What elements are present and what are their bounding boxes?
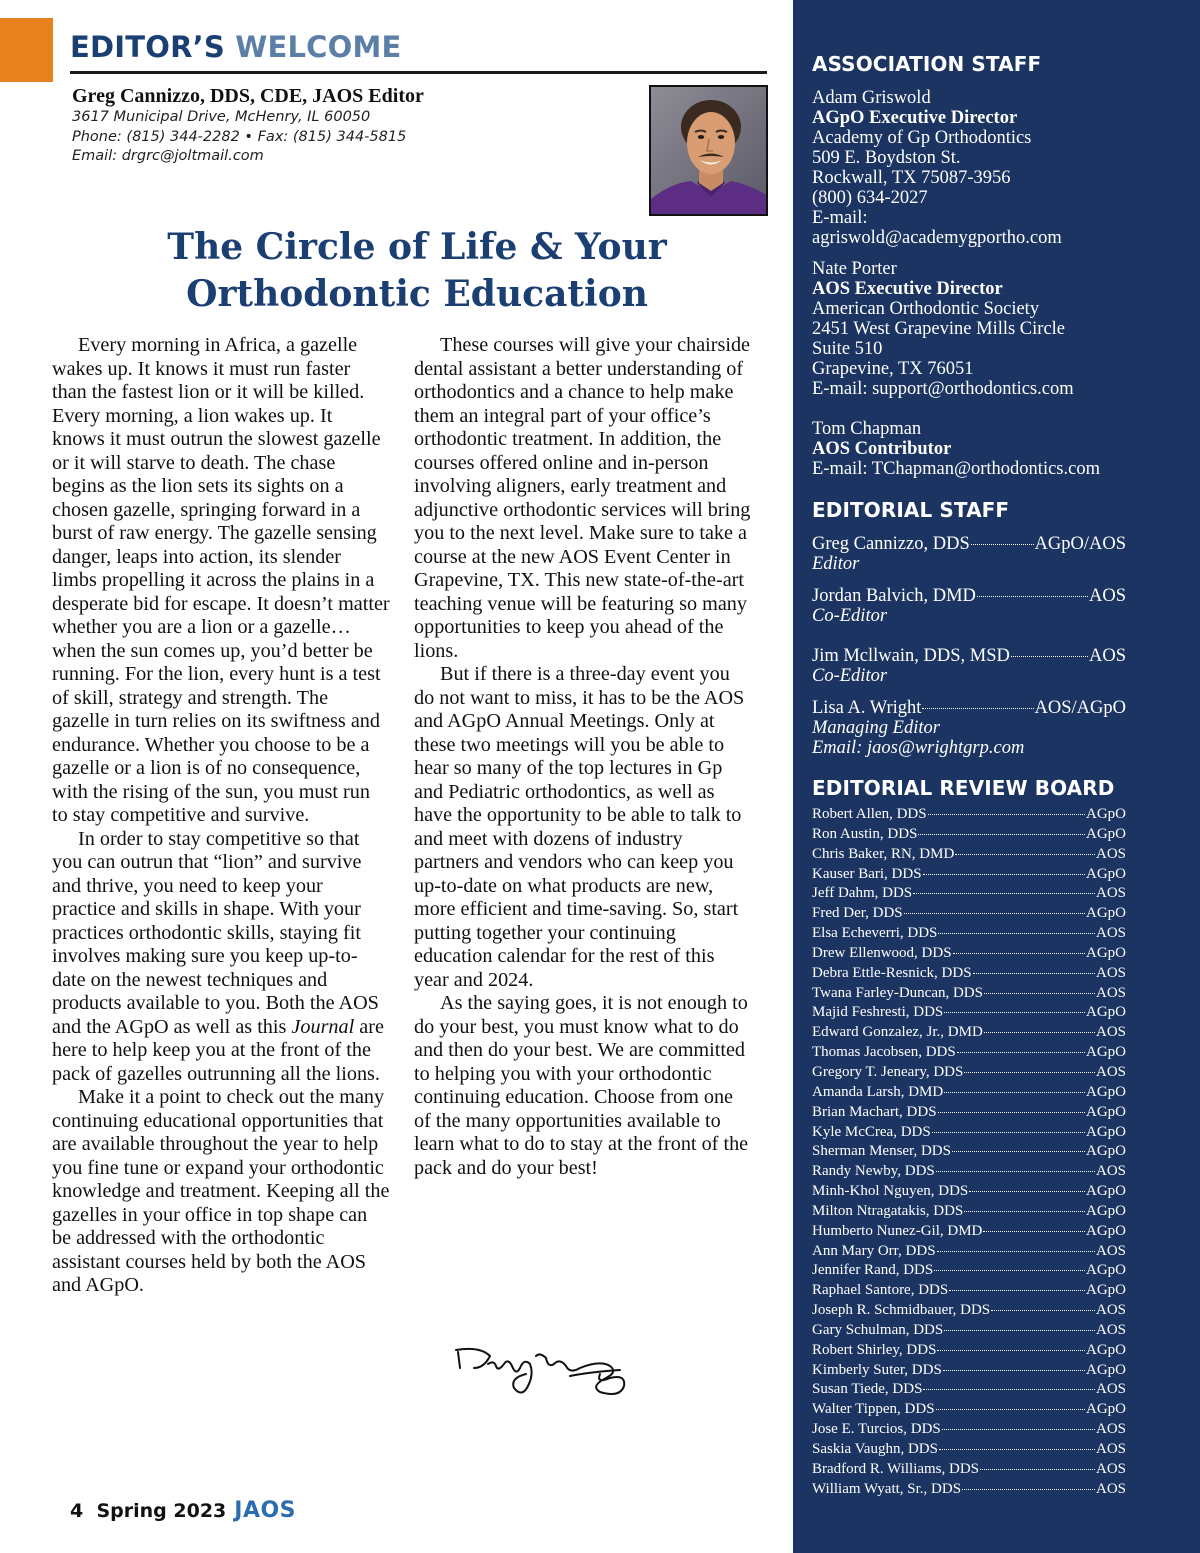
dot-leader [942,1429,1095,1430]
review-board-list [812,805,1126,1500]
dot-leader [944,1092,1085,1093]
member-organization: AGpO [1086,1202,1126,1219]
review-board-member [812,825,1126,845]
dot-leader [918,834,1085,835]
member-organization: AOS [1095,1480,1126,1497]
editorial-entry: Lisa A. Wright AOS/AGpO Managing Editor Email: jaos@wrightgrp.com [812,698,1126,758]
dot-leader [943,1370,1085,1371]
member-organization: AOS [1095,1421,1126,1438]
dot-leader [923,1389,1095,1390]
member-name: Kyle McCrea, DDS [812,1123,931,1140]
dot-leader [973,973,1095,974]
member-name: Gregory T. Jeneary, DDS [812,1063,964,1080]
member-name: Twana Farley-Duncan, DDS [812,984,983,1001]
masthead-sidebar [793,0,1200,1553]
dot-leader [964,1211,1085,1212]
review-board-member [812,1123,1126,1143]
dot-leader [913,893,1095,894]
section-heading-rule [70,71,767,74]
review-board-member [812,1480,1126,1500]
member-organization: AOS [1095,984,1126,1001]
member-name: Amanda Larsh, DMD [812,1083,944,1100]
member-organization: AGpO [1086,1143,1126,1160]
member-organization: AGpO [1086,905,1126,922]
staff-entry-porter: Nate Porter AOS Executive Director American Orthodontic Society 2451 West Grapevine Mills Circle Suite 510 Grapevine, TX 76051 E-mail: support@orthodontics.com [812,259,1074,399]
member-organization: AOS [1095,1063,1126,1080]
editorial-entry: Jim Mcllwain, DDS, MSD AOS Co-Editor [812,646,1126,686]
article-paragraph: But if there is a three-day event you do not want to miss, it has to be the AOS and AGpO Annual Meetings. Only at these two meetings will you be able to hear so many of the top lectures in Gp and Pediatric orthodontics, as well as have the opportunity to be able to talk to and meet with dozens of industry partners and vendors who can keep you up-to-date on what products are new, more efficient and time-saving. So, start putting together your continuing education calendar for the rest of this year and 2024. [414,663,745,991]
member-organization: AOS [1095,1381,1126,1398]
review-board-member [812,984,1126,1004]
member-name: Brian Machart, DDS [812,1103,937,1120]
review-board-member [812,1261,1126,1281]
member-name: Jennifer Rand, DDS [812,1262,934,1279]
review-board-member [812,924,1126,944]
review-board-member [812,1361,1126,1381]
dot-leader [936,1409,1085,1410]
member-name: Sherman Menser, DDS [812,1143,951,1160]
member-organization: AGpO [1086,1004,1126,1021]
page-number: 4 [70,1500,84,1522]
editorial-staff-heading: EDITORIAL STAFF [812,498,1010,522]
article-paragraph: Make it a point to check out the many continuing educational opportunities that are available throughout the year to help you fine tune or expand your orthodontic knowledge and treatment. Keeping all the gazelles in your office in top shape can be addressed with the orthodontic assistant courses held by both the AOS and AGpO. [52,1086,390,1296]
member-name: Ann Mary Orr, DDS [812,1242,936,1259]
member-name: Robert Shirley, DDS [812,1341,937,1358]
member-organization: AGpO [1086,1083,1126,1100]
member-organization: AGpO [1086,806,1126,822]
member-organization: AOS [1095,1460,1126,1477]
member-name: Elsa Echeverri, DDS [812,925,938,942]
staff-entry-griswold: Adam Griswold AGpO Executive Director Academy of Gp Orthodontics 509 E. Boydston St. Rockwall, TX 75087-3956 (800) 634-2027 E-mail: agriswold@academygportho.com [812,88,1062,248]
member-name: Kauser Bari, DDS [812,865,922,882]
article-paragraph: As the saying goes, it is not enough to do your best, you must know what to do and then do your best. We are committed to helping you with your orthodontic continuing education. Choose from one of the many opportunities available to learn what to do to stay at the front of the pack and do your best! [414,992,749,1179]
review-board-member [812,1103,1126,1123]
journal-brand: JAOS [234,1498,297,1523]
dot-leader [923,874,1085,875]
editor-name: Greg Cannizzo, DDS, CDE, JAOS Editor [72,85,424,107]
member-name: Chris Baker, RN, DMD [812,845,955,862]
article-column-right [414,334,752,1180]
journal-word: Journal [291,1015,355,1038]
dot-leader [962,1489,1095,1490]
member-organization: AOS [1095,925,1126,942]
member-name: Joseph R. Schmidbauer, DDS [812,1302,991,1319]
member-organization: AOS [1095,1441,1126,1457]
member-organization: AOS [1095,1163,1126,1180]
member-name: Kimberly Suter, DDS [812,1361,942,1378]
section-heading: EDITOR’S WELCOME [70,30,402,64]
dot-leader [934,1270,1085,1271]
review-board-member [812,1460,1126,1480]
member-organization: AGpO [1086,1222,1126,1239]
review-board-member [812,1400,1126,1420]
dot-leader [952,1151,1085,1152]
association-staff-heading: ASSOCIATION STAFF [812,52,1042,76]
dot-leader [938,933,1095,934]
member-name: Bradford R. Williams, DDS [812,1460,980,1477]
member-organization: AGpO [1086,865,1126,882]
member-name: Edward Gonzalez, Jr., DMD [812,1024,983,1041]
member-organization: AGpO [1086,1401,1126,1418]
review-board-member [812,1380,1126,1400]
review-board-member [812,1043,1126,1063]
review-board-member [812,904,1126,924]
member-organization: AGpO [1086,1262,1126,1279]
review-board-member [812,1003,1126,1023]
editor-contact-block [72,84,632,167]
member-name: Saskia Vaughn, DDS [812,1441,938,1457]
dot-leader [984,993,1095,994]
member-name: Thomas Jacobsen, DDS [812,1044,956,1061]
member-name: Majid Feshresti, DDS [812,1004,944,1021]
review-board-member [812,1142,1126,1162]
member-organization: AGpO [1086,825,1126,842]
member-organization: AOS [1095,1242,1126,1259]
dot-leader [938,1112,1085,1113]
article-title: The Circle of Life & Your Orthodontic Education [167,226,667,315]
editor-address: 3617 Municipal Drive, McHenry, IL 60050 [72,109,371,125]
review-board-member [812,1182,1126,1202]
review-board-member [812,805,1126,825]
article-paragraph: These courses will give your chairside dental assistant a better understanding of orthodontics and a chance to help make them an integral part of your office’s orthodontic treatment. In addition, the courses offered online and in-person involving aligners, early treatment and adjunctive orthodontic services will bring you to the next level. Make sure to take a course at the new AOS Event Center in Grapevine, TX. This new state-of-the-art teaching venue will be featuring so many opportunities to keep you ahead of the lions. [414,334,751,662]
editor-email: Email: drgrc@joltmail.com [72,148,264,164]
member-organization: AGpO [1086,1123,1126,1140]
member-name: Fred Der, DDS [812,905,903,922]
review-board-member [812,1083,1126,1103]
editorial-entry: Greg Cannizzo, DDS AGpO/AOS Editor [812,534,1126,574]
review-board-member [812,1440,1126,1460]
dot-leader [953,953,1085,954]
member-organization: AGpO [1086,1282,1126,1299]
dot-leader [937,1251,1095,1252]
member-organization: AGpO [1086,1361,1126,1378]
editor-portrait-photo [649,85,768,216]
dot-leader [944,1012,1085,1013]
dot-leader [949,1290,1085,1291]
member-name: Randy Newby, DDS [812,1163,935,1180]
member-name: Jeff Dahm, DDS [812,885,913,902]
member-name: William Wyatt, Sr., DDS [812,1480,962,1497]
review-board-member [812,1341,1126,1361]
member-organization: AOS [1095,1024,1126,1041]
staff-entry-chapman: Tom Chapman AOS Contributor E-mail: TChapman@orthodontics.com [812,419,1100,479]
dot-leader [991,1310,1095,1311]
dot-leader [944,1330,1095,1331]
member-name: Jose E. Turcios, DDS [812,1421,941,1438]
member-name: Drew Ellenwood, DDS [812,944,952,961]
review-board-member [812,964,1126,984]
portrait-illustration [651,87,768,216]
article-paragraph: In order to stay competitive so that you can outrun that “lion” and survive and thrive, you need to keep your practice and skills in shape. With your practices orthodontic skills, staying fit involves making sure you keep up-to-date on the newest techniques and products available to you. Both the AOS and the AGpO as well as this Journal are here to help keep you at the front of the pack of gazelles outrunning all the lions. [52,827,384,1085]
page-footer [70,1498,296,1523]
dot-leader [957,1052,1085,1053]
member-organization: AGpO [1086,1044,1126,1061]
review-board-member [812,1202,1126,1222]
dot-leader [980,1469,1095,1470]
member-name: Minh-Khol Nguyen, DDS [812,1183,969,1200]
review-board-member [812,1420,1126,1440]
review-board-member [812,1301,1126,1321]
editorial-entry: Jordan Balvich, DMD AOS Co-Editor [812,586,1126,626]
issue-label: Spring 2023 [96,1500,227,1522]
dot-leader [904,913,1085,914]
member-name: Susan Tiede, DDS [812,1381,923,1398]
review-board-member [812,845,1126,865]
member-organization: AGpO [1086,1341,1126,1358]
dot-leader [928,814,1085,815]
review-board-member [812,1321,1126,1341]
dot-leader [939,1449,1095,1450]
dot-leader [969,1191,1085,1192]
section-accent-tab [0,18,53,82]
dot-leader [955,854,1095,855]
review-board-member [812,1162,1126,1182]
member-organization: AGpO [1086,1103,1126,1120]
review-board-member [812,884,1126,904]
review-board-member [812,944,1126,964]
editor-signature [450,1338,630,1404]
member-name: Ron Austin, DDS [812,825,918,842]
review-board-member [812,1063,1126,1083]
member-organization: AOS [1095,964,1126,981]
article-paragraph: Every morning in Africa, a gazelle wakes up. It knows it must run faster than the fastest lion or it will be killed. Every morning, a lion wakes up. It knows it must outrun the slowest gazelle or it will starve to death. The chase begins as the lion sets its sights on a chosen gazelle, springing forward in a burst of raw energy. The gazelle sensing danger, leaps into action, its slender limbs propelling it across the plains in a desperate bid for escape. It doesn’t matter whether you are a lion or a gazelle…when the sun comes up, you’d better be running. For the lion, every hunt is a test of skill, strategy and strength. The gazelle in turn relies on its swiftness and endurance. Whether you choose to be a gazelle or a lion is of no consequence, with the rising of the sun, you must run to stay competitive and survive. [52,334,390,826]
member-organization: AGpO [1086,944,1126,961]
dot-leader [964,1072,1095,1073]
review-board-member [812,1281,1126,1301]
member-organization: AGpO [1086,1183,1126,1200]
review-board-member [812,1023,1126,1043]
member-name: Debra Ettle-Resnick, DDS [812,964,972,981]
review-board-heading: EDITORIAL REVIEW BOARD [812,776,1115,800]
dot-leader [983,1231,1085,1232]
review-board-member [812,865,1126,885]
article-column-left [52,334,390,1298]
dot-leader [984,1032,1095,1033]
dot-leader [937,1350,1085,1351]
member-organization: AOS [1095,1302,1126,1319]
review-board-member [812,1222,1126,1242]
member-name: Raphael Santore, DDS [812,1282,949,1299]
dot-leader [936,1171,1095,1172]
member-organization: AOS [1095,845,1126,862]
member-organization: AOS [1095,885,1126,902]
member-name: Walter Tippen, DDS [812,1401,935,1418]
member-name: Robert Allen, DDS [812,806,927,822]
member-name: Humberto Nunez-Gil, DMD [812,1222,983,1239]
editor-phone-fax: Phone: (815) 344-2282 • Fax: (815) 344-5815 [72,128,407,145]
dot-leader [932,1132,1085,1133]
member-name: Milton Ntragatakis, DDS [812,1202,964,1219]
review-board-member [812,1242,1126,1262]
member-organization: AOS [1095,1321,1126,1338]
member-name: Gary Schulman, DDS [812,1321,944,1338]
